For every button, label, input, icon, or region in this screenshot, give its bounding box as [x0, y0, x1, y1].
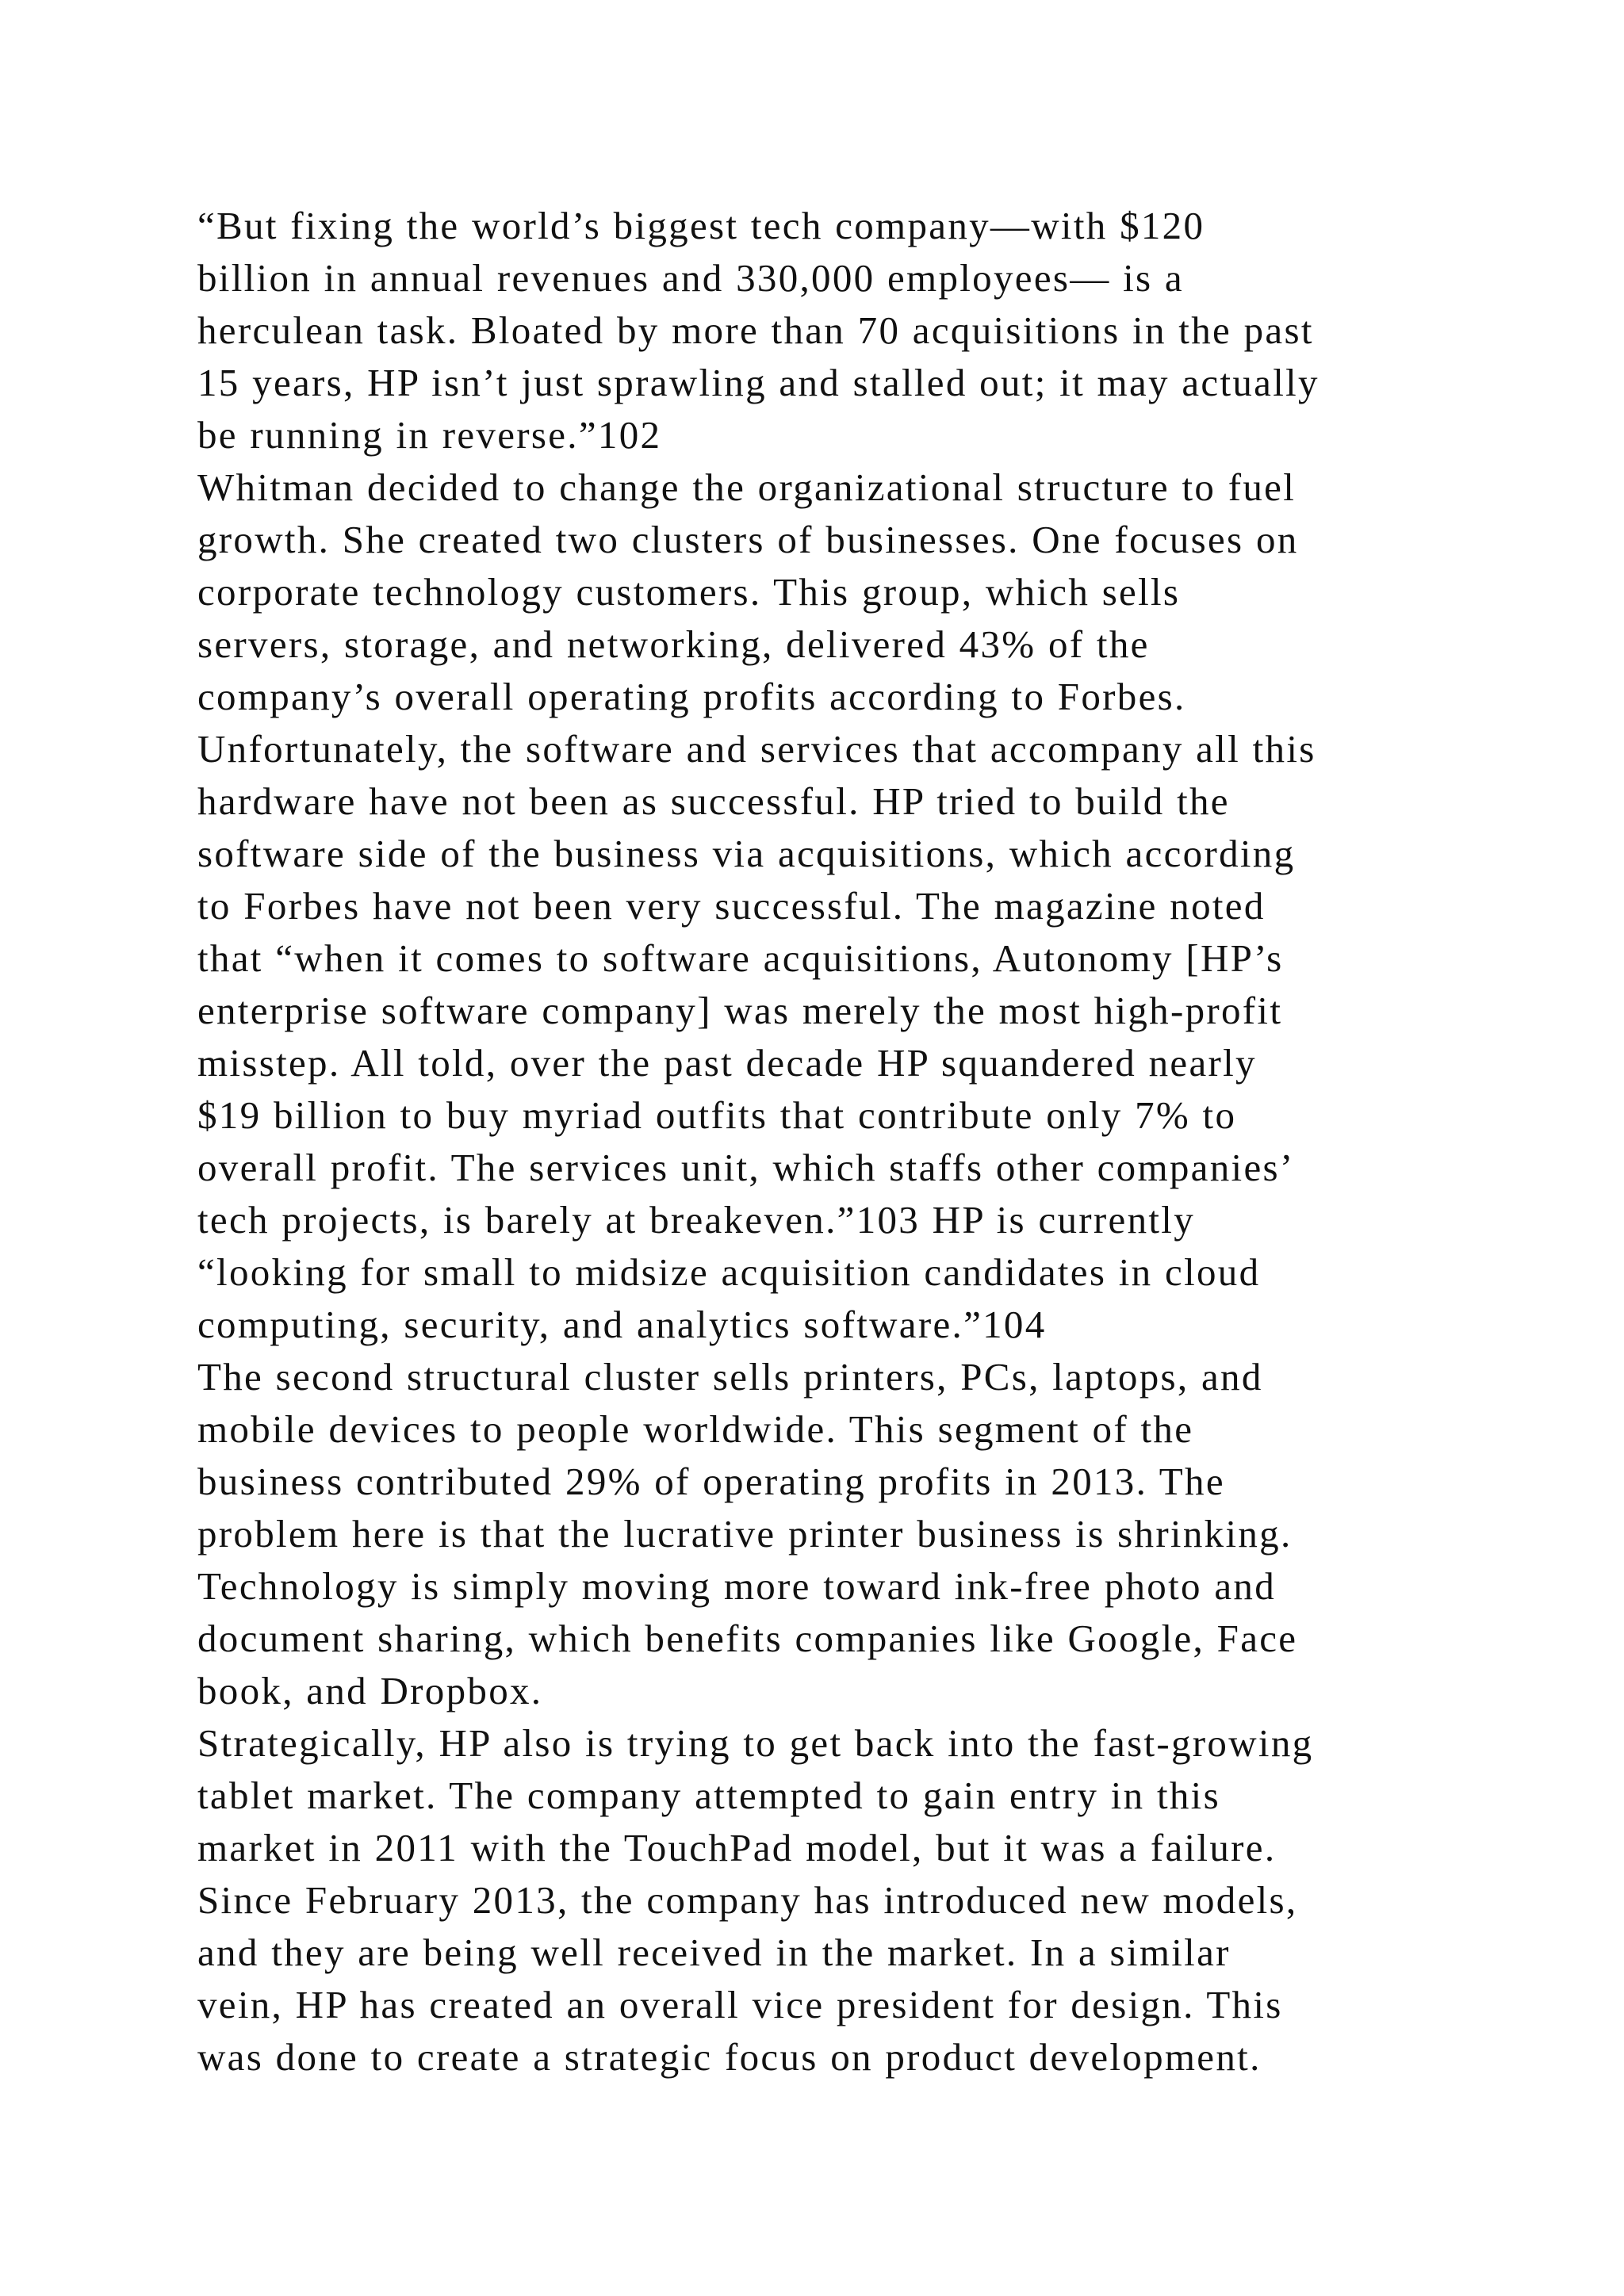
text-line: computing, security, and analytics software.”104 [197, 1303, 1047, 1346]
text-line: servers, storage, and networking, delivered 43% of the [197, 622, 1150, 666]
text-line: billion in annual revenues and 330,000 employees— is a [197, 256, 1184, 300]
text-line: The second structural cluster sells printers, PCs, laptops, and [197, 1355, 1263, 1399]
text-line: be running in reverse.”102 [197, 413, 662, 457]
text-line: mobile devices to people worldwide. This segment of the [197, 1407, 1194, 1451]
text-line: and they are being well received in the market. In a similar [197, 1931, 1231, 1974]
text-line: 15 years, HP isn’t just sprawling and stalled out; it may actually [197, 361, 1320, 404]
text-line: Since February 2013, the company has introduced new models, [197, 1878, 1298, 1922]
text-line: misstep. All told, over the past decade HP squandered nearly [197, 1041, 1257, 1085]
text-line: problem here is that the lucrative printer business is shrinking. [197, 1512, 1293, 1556]
text-line: document sharing, which benefits companies like Google, Face [197, 1617, 1298, 1660]
text-line: vein, HP has created an overall vice president for design. This [197, 1983, 1283, 2026]
text-line: business contributed 29% of operating profits in 2013. The [197, 1460, 1225, 1503]
text-line: $19 billion to buy myriad outfits that contribute only 7% to [197, 1093, 1237, 1137]
text-line: that “when it comes to software acquisitions, Autonomy [HP’s [197, 936, 1284, 980]
text-line: hardware have not been as successful. HP tried to build the [197, 779, 1230, 823]
text-line: corporate technology customers. This group, which sells [197, 570, 1181, 614]
body-text [197, 200, 1498, 2084]
text-line: company’s overall operating profits according to Forbes. [197, 675, 1186, 718]
text-line: tech projects, is barely at breakeven.”103 HP is currently [197, 1198, 1196, 1242]
text-line: to Forbes have not been very successful. The magazine noted [197, 884, 1266, 928]
text-line: tablet market. The company attempted to gain entry in this [197, 1774, 1220, 1817]
text-line: market in 2011 with the TouchPad model, but it was a failure. [197, 1826, 1277, 1869]
text-line: Strategically, HP also is trying to get back into the fast-growing [197, 1721, 1314, 1765]
text-line: Unfortunately, the software and services that accompany all this [197, 727, 1316, 771]
text-line: “looking for small to midsize acquisition candidates in cloud [197, 1250, 1261, 1294]
text-line: Whitman decided to change the organizational structure to fuel [197, 465, 1297, 509]
text-line: herculean task. Bloated by more than 70 acquisitions in the past [197, 308, 1314, 352]
text-line: growth. She created two clusters of businesses. One focuses on [197, 518, 1299, 561]
text-line: enterprise software company] was merely the most high-profit [197, 989, 1283, 1032]
text-line: Technology is simply moving more toward ink-free photo and [197, 1564, 1277, 1608]
text-line: was done to create a strategic focus on product development. [197, 2035, 1262, 2079]
text-line: software side of the business via acquisitions, which according [197, 832, 1296, 875]
text-line: “But fixing the world’s biggest tech company—with $120 [197, 204, 1205, 247]
text-line: overall profit. The services unit, which staffs other companies’ [197, 1146, 1295, 1189]
text-line: book, and Dropbox. [197, 1669, 543, 1712]
